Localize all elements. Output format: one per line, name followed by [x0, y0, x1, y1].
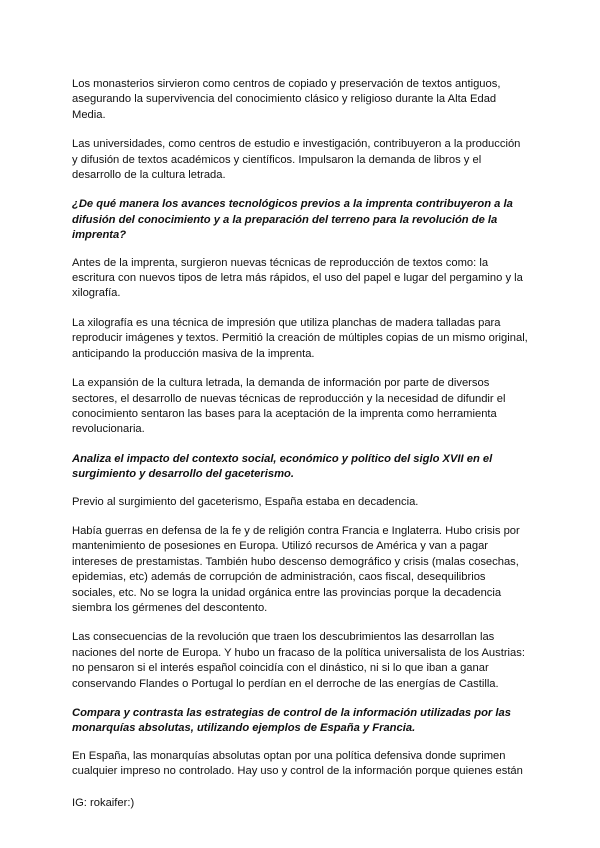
paragraph-nuevas-tecnicas: Antes de la imprenta, surgieron nuevas técnicas de reproducción de textos como: la escritura con nuevos tipos de letra más rápidos, el uso del papel e lugar del pergamino y la xilografía.: [72, 256, 523, 300]
paragraph-xilografia: La xilografía es una técnica de impresión que utiliza planchas de madera talladas para reproducir imágenes y textos. Permitió la creación de múltiples copias de un mismo original, anticipando la producción masiva de la imprenta.: [72, 316, 528, 360]
paragraph-expansion-cultura: La expansión de la cultura letrada, la demanda de información por parte de diversos sectores, el desarrollo de nuevas técnicas de reproducción y la necesidad de difundir el conocimiento sentaron las bases para la aceptación de la imprenta como herramienta revolucionaria.: [72, 377, 506, 436]
paragraph-monasterios: Los monasterios sirvieron como centros de copiado y preservación de textos antiguos, asegurando la supervivencia del conocimiento clásico y religioso durante la Alta Edad Media.: [72, 78, 501, 121]
question-avances-tecnologicos: ¿De qué manera los avances tecnológicos previos a la imprenta contribuyeron a la difusión del conocimiento y a la preparación del terreno para la revolución de la imprenta?: [72, 198, 513, 242]
paragraph-universidades: Las universidades, como centros de estudio e investigación, contribuyeron a la producción y difusión de textos académicos y científicos. Impulsaron la demanda de libros y el desarrollo de la cultura letrada.: [72, 138, 521, 182]
question-contexto-siglo-xvii: Analiza el impacto del contexto social, económico y político del siglo XVII en el surgimiento y desarrollo del gaceterismo.: [72, 452, 493, 481]
paragraph-decadencia: Previo al surgimiento del gaceterismo, España estaba en decadencia.: [72, 495, 419, 508]
paragraph-guerras-crisis: Había guerras en defensa de la fe y de religión contra Francia e Inglaterra. Hubo crisis por mantenimiento de posesiones en Europa. Utilizó recursos de América y van a pagar intereses de prestamistas. También hubo descenso demográfico y crisis (malas cosechas, epidemias, etc) además de corrupción de administración, caos fiscal, desequilibrios sociales, etc. No se logra la unidad orgánica entre las provincias porque la decadencia siembra los gérmenes del descontento.: [72, 524, 520, 614]
paragraph-consecuencias: Las consecuencias de la revolución que traen los descubrimientos las desarrollan las naciones del norte de Europa. Y hubo un fracaso de la política universalista de los Austrias: no pensaron si el interés español coincidía con el dinástico, ni si lo que iban a ganar conservando Flandes o Portugal lo perdían en el derroche de las energías de Castilla.: [72, 631, 525, 690]
paragraph-espana-monarquias: En España, las monarquías absolutas optan por una política defensiva donde suprimen cualquier impreso no controlado. Hay uso y control de la información porque quienes están: [72, 749, 523, 778]
document-body: [72, 77, 528, 794]
question-estrategias-control: Compara y contrasta las estrategias de control de la información utilizadas por las monarquías absolutas, utilizando ejemplos de España y Francia.: [72, 707, 511, 735]
footer-handle: IG: rokaifer:): [72, 797, 135, 809]
